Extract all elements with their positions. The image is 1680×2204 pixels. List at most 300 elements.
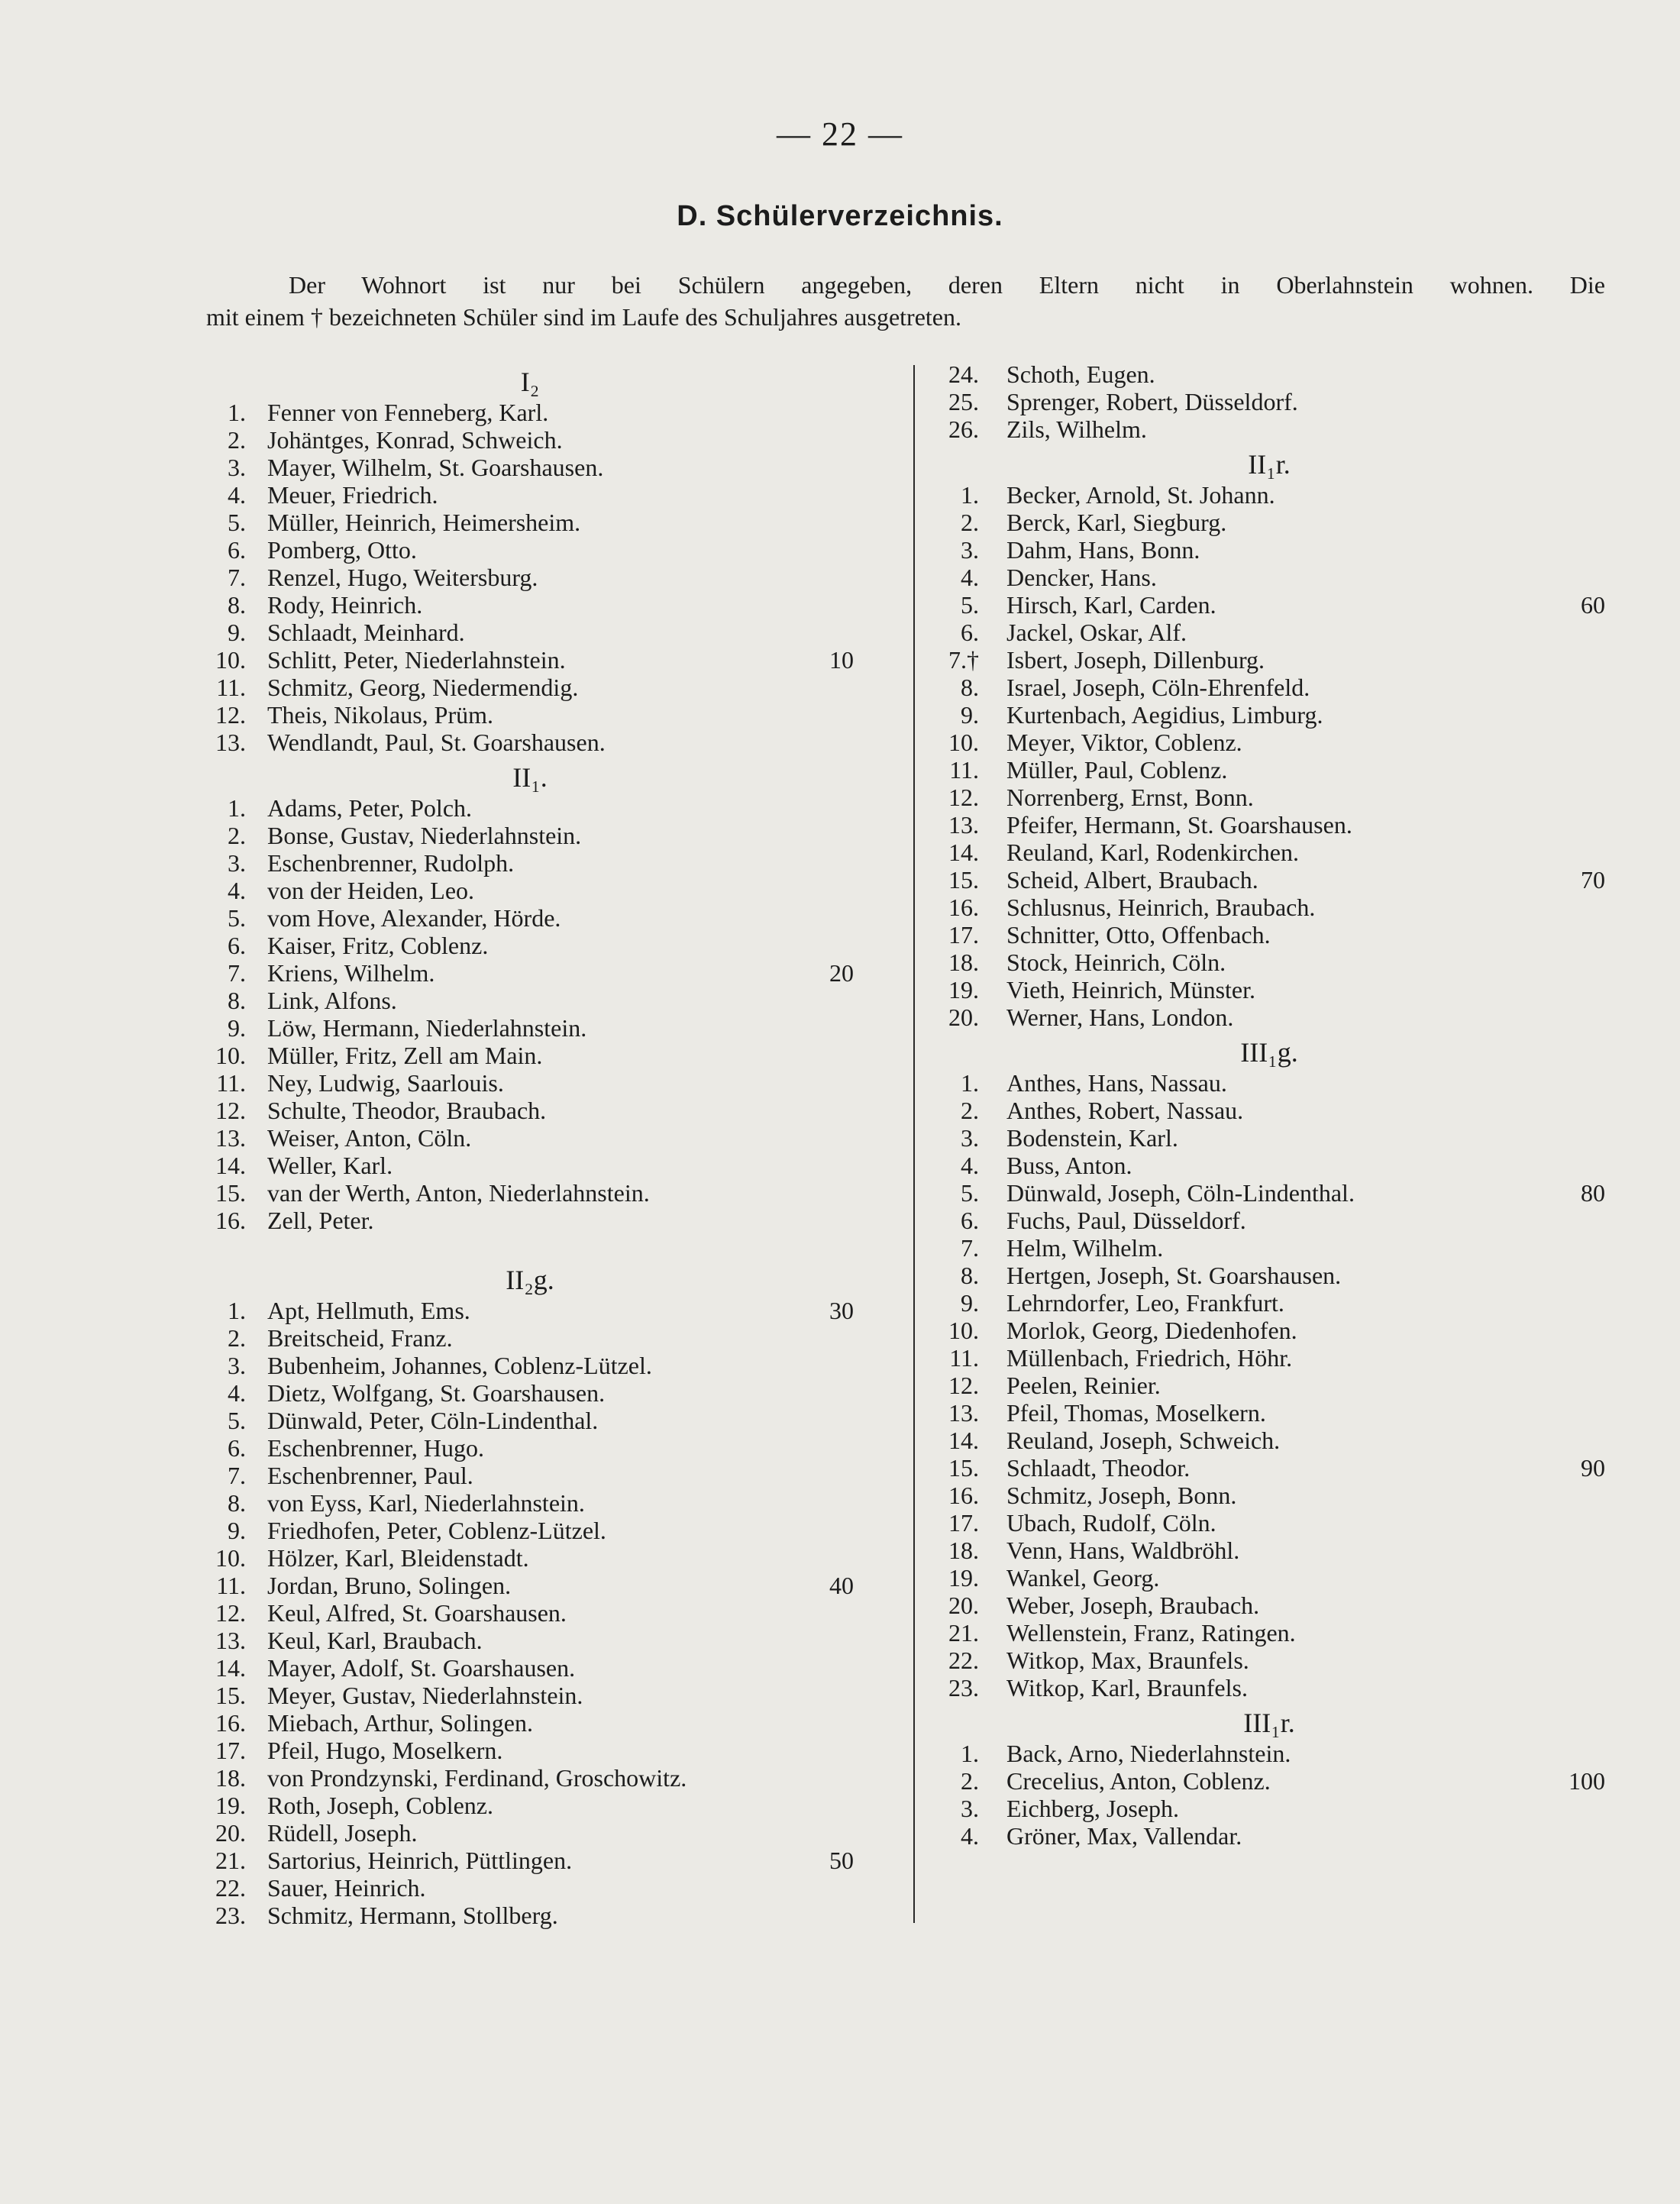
entry-number: 10. <box>215 1042 246 1069</box>
student-name: Rüdell, Joseph. <box>267 1819 418 1847</box>
student-entry <box>194 1654 866 1682</box>
entry-number: 2. <box>961 1767 979 1795</box>
student-name: Bodenstein, Karl. <box>1006 1124 1178 1152</box>
student-entry <box>933 1344 1605 1372</box>
student-name: Gröner, Max, Vallendar. <box>1006 1822 1242 1850</box>
entry-number: 9. <box>961 701 979 729</box>
entry-number: 19. <box>948 1564 979 1592</box>
student-name: Crecelius, Anton, Coblenz. <box>1006 1767 1271 1795</box>
student-name: Anthes, Hans, Nassau. <box>1006 1069 1227 1097</box>
student-entry <box>194 822 866 849</box>
student-entry <box>933 536 1605 564</box>
student-name: Stock, Heinrich, Cöln. <box>1006 948 1226 976</box>
student-entry <box>194 849 866 877</box>
student-name: Eschenbrenner, Hugo. <box>267 1434 484 1462</box>
entry-number: 7.† <box>948 646 979 674</box>
student-entry <box>933 1674 1605 1701</box>
entry-number: 16. <box>215 1709 246 1737</box>
student-entry <box>194 932 866 959</box>
student-name: Schnitter, Otto, Offenbach. <box>1006 921 1271 948</box>
entry-number: 1. <box>961 1069 979 1097</box>
student-name: Zils, Wilhelm. <box>1006 415 1147 443</box>
student-entry <box>194 1207 866 1234</box>
entry-number: 14. <box>215 1152 246 1179</box>
student-name: Vieth, Heinrich, Münster. <box>1006 976 1256 1003</box>
student-name: Hirsch, Karl, Carden. <box>1006 591 1216 619</box>
entry-number: 10. <box>215 646 246 674</box>
student-name: van der Werth, Anton, Niederlahnstein. <box>267 1179 650 1207</box>
student-entry <box>194 1379 866 1407</box>
intro-line-1: Der Wohnort ist nur bei Schülern angegeben, deren Eltern nicht in Oberlahnstein wohnen. Die <box>289 271 1605 299</box>
entry-number: 4. <box>961 1822 979 1850</box>
entry-number: 13. <box>948 811 979 839</box>
student-name: Dencker, Hans. <box>1006 564 1157 591</box>
student-name: Müller, Heinrich, Heimersheim. <box>267 509 581 536</box>
entry-number: 24. <box>948 360 979 388</box>
entry-number: 2. <box>961 509 979 536</box>
entry-number: 14. <box>948 1427 979 1454</box>
student-entry <box>194 1847 866 1874</box>
student-name: Reuland, Karl, Rodenkirchen. <box>1006 839 1299 866</box>
entry-number: 19. <box>948 976 979 1003</box>
entry-number: 13. <box>215 1124 246 1152</box>
student-name: Müller, Fritz, Zell am Main. <box>267 1042 543 1069</box>
entry-number: 4. <box>961 1152 979 1179</box>
student-entry <box>933 1740 1605 1767</box>
entry-number: 15. <box>215 1682 246 1709</box>
group-spacer <box>194 1234 866 1259</box>
student-name: Witkop, Max, Braunfels. <box>1006 1647 1249 1674</box>
student-name: Meyer, Viktor, Coblenz. <box>1006 729 1242 756</box>
student-entry <box>933 1262 1605 1289</box>
student-entry <box>194 481 866 509</box>
student-entry <box>933 1537 1605 1564</box>
student-entry <box>933 1124 1605 1152</box>
student-entry <box>194 1014 866 1042</box>
student-entry <box>194 1792 866 1819</box>
student-entry <box>194 1069 866 1097</box>
entry-number: 18. <box>215 1764 246 1792</box>
entry-number: 22. <box>215 1874 246 1902</box>
entry-number: 5. <box>961 1179 979 1207</box>
entry-number: 18. <box>948 1537 979 1564</box>
entry-number: 4. <box>961 564 979 591</box>
entry-number: 17. <box>215 1737 246 1764</box>
entry-number: 11. <box>949 756 979 784</box>
intro-paragraph <box>206 269 1605 333</box>
student-entry <box>933 509 1605 536</box>
student-name: von Prondzynski, Ferdinand, Groschowitz. <box>267 1764 687 1792</box>
entry-number: 7. <box>228 564 246 591</box>
student-entry <box>933 646 1605 674</box>
entry-number: 12. <box>948 784 979 811</box>
student-name: Helm, Wilhelm. <box>1006 1234 1164 1262</box>
student-name: Müllenbach, Friedrich, Höhr. <box>1006 1344 1293 1372</box>
student-name: Bubenheim, Johannes, Coblenz-Lützel. <box>267 1352 652 1379</box>
student-entry <box>194 1179 866 1207</box>
student-name: Renzel, Hugo, Weitersburg. <box>267 564 538 591</box>
entry-number: 13. <box>215 729 246 756</box>
student-entry <box>933 674 1605 701</box>
entry-number: 11. <box>216 674 246 701</box>
entry-number: 10. <box>948 729 979 756</box>
student-entry <box>933 921 1605 948</box>
student-name: Venn, Hans, Waldbröhl. <box>1006 1537 1240 1564</box>
student-entry <box>194 1599 866 1627</box>
running-count-mark: 80 <box>1581 1179 1605 1207</box>
student-name: Pfeil, Hugo, Moselkern. <box>267 1737 503 1764</box>
student-entry <box>933 1822 1605 1850</box>
entry-number: 2. <box>228 1324 246 1352</box>
student-name: Jackel, Oskar, Alf. <box>1006 619 1187 646</box>
student-entry <box>933 1592 1605 1619</box>
entry-number: 11. <box>949 1344 979 1372</box>
student-name: Schoth, Eugen. <box>1006 360 1155 388</box>
entry-number: 7. <box>228 1462 246 1489</box>
student-entry <box>933 976 1605 1003</box>
student-entry <box>933 388 1605 415</box>
entry-number: 12. <box>215 1097 246 1124</box>
student-name: Rody, Heinrich. <box>267 591 423 619</box>
entry-number: 8. <box>961 1262 979 1289</box>
student-name: Theis, Nikolaus, Prüm. <box>267 701 493 729</box>
student-entry <box>933 866 1605 894</box>
entry-number: 5. <box>961 591 979 619</box>
student-name: Reuland, Joseph, Schweich. <box>1006 1427 1281 1454</box>
student-name: vom Hove, Alexander, Hörde. <box>267 904 561 932</box>
entry-number: 19. <box>215 1792 246 1819</box>
student-name: Meuer, Friedrich. <box>267 481 438 509</box>
entry-number: 16. <box>215 1207 246 1234</box>
entry-number: 6. <box>961 619 979 646</box>
student-name: Peelen, Reinier. <box>1006 1372 1161 1399</box>
student-entry <box>933 756 1605 784</box>
student-name: Schmitz, Joseph, Bonn. <box>1006 1482 1237 1509</box>
entry-number: 11. <box>216 1572 246 1599</box>
student-entry <box>933 948 1605 976</box>
running-count-mark: 40 <box>829 1572 854 1599</box>
entry-number: 6. <box>228 1434 246 1462</box>
student-entry <box>933 1795 1605 1822</box>
entry-number: 25. <box>948 388 979 415</box>
student-entry <box>933 1152 1605 1179</box>
student-entry <box>194 1709 866 1737</box>
entry-number: 14. <box>215 1654 246 1682</box>
class-heading: III₁g. <box>1240 1037 1298 1068</box>
entry-number: 3. <box>961 536 979 564</box>
entry-number: 6. <box>228 932 246 959</box>
entry-number: 17. <box>948 1509 979 1537</box>
entry-number: 23. <box>215 1902 246 1929</box>
student-entry <box>933 701 1605 729</box>
student-name: Weber, Joseph, Braubach. <box>1006 1592 1260 1619</box>
student-name: Kaiser, Fritz, Coblenz. <box>267 932 489 959</box>
student-name: Johäntges, Konrad, Schweich. <box>267 426 563 454</box>
running-count-mark: 20 <box>829 959 854 987</box>
entry-number: 3. <box>228 849 246 877</box>
student-entry <box>194 1407 866 1434</box>
student-entry <box>194 646 866 674</box>
student-name: Roth, Joseph, Coblenz. <box>267 1792 493 1819</box>
student-name: Back, Arno, Niederlahnstein. <box>1006 1740 1291 1767</box>
student-name: Zell, Peter. <box>267 1207 374 1234</box>
student-name: Berck, Karl, Siegburg. <box>1006 509 1227 536</box>
student-entry <box>194 1627 866 1654</box>
student-entry <box>933 839 1605 866</box>
student-entry <box>194 701 866 729</box>
student-entry <box>933 481 1605 509</box>
entry-number: 10. <box>215 1544 246 1572</box>
student-name: Bonse, Gustav, Niederlahnstein. <box>267 822 582 849</box>
student-name: Pfeil, Thomas, Moselkern. <box>1006 1399 1266 1427</box>
student-entry <box>194 509 866 536</box>
right-column <box>933 360 1605 1850</box>
student-entry <box>194 1297 866 1324</box>
student-entry <box>194 1544 866 1572</box>
student-name: Fenner von Fenneberg, Karl. <box>267 399 549 426</box>
student-entry <box>933 1619 1605 1647</box>
student-entry <box>933 360 1605 388</box>
student-name: Keul, Alfred, St. Goarshausen. <box>267 1599 567 1627</box>
entry-number: 22. <box>948 1647 979 1674</box>
student-entry <box>194 1324 866 1352</box>
student-entry <box>933 1234 1605 1262</box>
student-entry <box>194 674 866 701</box>
student-name: Apt, Hellmuth, Ems. <box>267 1297 470 1324</box>
entry-number: 3. <box>961 1795 979 1822</box>
student-name: Hölzer, Karl, Bleidenstadt. <box>267 1544 529 1572</box>
entry-number: 21. <box>215 1847 246 1874</box>
student-name: Breitscheid, Franz. <box>267 1324 453 1352</box>
student-name: Anthes, Robert, Nassau. <box>1006 1097 1244 1124</box>
student-name: Scheid, Albert, Braubach. <box>1006 866 1258 894</box>
student-entry <box>194 1489 866 1517</box>
entry-number: 1. <box>228 1297 246 1324</box>
student-entry <box>194 1434 866 1462</box>
class-heading: III₁r. <box>1243 1708 1295 1738</box>
student-entry <box>933 1179 1605 1207</box>
student-name: Isbert, Joseph, Dillenburg. <box>1006 646 1265 674</box>
student-name: Fuchs, Paul, Düsseldorf. <box>1006 1207 1246 1234</box>
entry-number: 13. <box>948 1399 979 1427</box>
entry-number: 12. <box>215 1599 246 1627</box>
student-entry <box>933 564 1605 591</box>
student-entry <box>933 729 1605 756</box>
student-name: Eichberg, Joseph. <box>1006 1795 1180 1822</box>
student-entry <box>194 1819 866 1847</box>
entry-number: 1. <box>228 399 246 426</box>
entry-number: 16. <box>948 1482 979 1509</box>
entry-number: 13. <box>215 1627 246 1654</box>
student-entry <box>933 1003 1605 1031</box>
entry-number: 15. <box>948 866 979 894</box>
student-name: Jordan, Bruno, Solingen. <box>267 1572 512 1599</box>
student-entry <box>194 1737 866 1764</box>
entry-number: 4. <box>228 1379 246 1407</box>
running-count-mark: 10 <box>829 646 854 674</box>
student-entry <box>933 894 1605 921</box>
student-entry <box>194 564 866 591</box>
entry-number: 15. <box>948 1454 979 1482</box>
student-name: Mayer, Adolf, St. Goarshausen. <box>267 1654 576 1682</box>
student-entry <box>194 399 866 426</box>
student-entry <box>194 1124 866 1152</box>
student-entry <box>194 729 866 756</box>
student-name: Meyer, Gustav, Niederlahnstein. <box>267 1682 583 1709</box>
student-name: Lehrndorfer, Leo, Frankfurt. <box>1006 1289 1284 1317</box>
entry-number: 10. <box>948 1317 979 1344</box>
student-entry <box>933 1097 1605 1124</box>
entry-number: 4. <box>228 877 246 904</box>
student-entry <box>194 1902 866 1929</box>
student-entry <box>194 1874 866 1902</box>
entry-number: 2. <box>228 822 246 849</box>
student-name: Pfeifer, Hermann, St. Goarshausen. <box>1006 811 1352 839</box>
student-name: Buss, Anton. <box>1006 1152 1132 1179</box>
entry-number: 7. <box>961 1234 979 1262</box>
entry-number: 2. <box>961 1097 979 1124</box>
student-entry <box>194 1152 866 1179</box>
entry-number: 17. <box>948 921 979 948</box>
student-name: Weiser, Anton, Cöln. <box>267 1124 472 1152</box>
student-entry <box>194 877 866 904</box>
student-entry <box>194 1682 866 1709</box>
entry-number: 11. <box>216 1069 246 1097</box>
running-count-mark: 90 <box>1581 1454 1605 1482</box>
student-name: Eschenbrenner, Rudolph. <box>267 849 515 877</box>
student-entry <box>933 1564 1605 1592</box>
student-entry <box>933 784 1605 811</box>
student-name: Sartorius, Heinrich, Püttlingen. <box>267 1847 573 1874</box>
student-entry <box>933 811 1605 839</box>
student-name: Dünwald, Peter, Cöln-Lindenthal. <box>267 1407 599 1434</box>
student-name: Becker, Arnold, St. Johann. <box>1006 481 1275 509</box>
student-entry <box>194 426 866 454</box>
student-entry <box>933 1647 1605 1674</box>
student-name: Ubach, Rudolf, Cöln. <box>1006 1509 1216 1537</box>
student-entry <box>194 987 866 1014</box>
student-entry <box>194 536 866 564</box>
student-name: Dietz, Wolfgang, St. Goarshausen. <box>267 1379 606 1407</box>
student-name: von der Heiden, Leo. <box>267 877 475 904</box>
entry-number: 5. <box>228 509 246 536</box>
student-entry <box>933 591 1605 619</box>
student-entry <box>194 1042 866 1069</box>
student-entry <box>194 619 866 646</box>
entry-number: 20. <box>948 1003 979 1031</box>
student-name: Schulte, Theodor, Braubach. <box>267 1097 547 1124</box>
entry-number: 5. <box>228 1407 246 1434</box>
entry-number: 9. <box>228 1517 246 1544</box>
entry-number: 26. <box>948 415 979 443</box>
entry-number: 5. <box>228 904 246 932</box>
student-entry <box>194 591 866 619</box>
student-name: Dahm, Hans, Bonn. <box>1006 536 1200 564</box>
student-name: Morlok, Georg, Diedenhofen. <box>1006 1317 1297 1344</box>
student-name: von Eyss, Karl, Niederlahnstein. <box>267 1489 585 1517</box>
class-heading: II₁. <box>512 762 548 793</box>
student-entry <box>194 1764 866 1792</box>
student-name: Wendlandt, Paul, St. Goarshausen. <box>267 729 606 756</box>
entry-number: 14. <box>948 839 979 866</box>
student-name: Sauer, Heinrich. <box>267 1874 426 1902</box>
entry-number: 2. <box>228 426 246 454</box>
running-count-mark: 70 <box>1581 866 1605 894</box>
entry-number: 1. <box>228 794 246 822</box>
student-entry <box>933 1399 1605 1427</box>
student-name: Ney, Ludwig, Saarlouis. <box>267 1069 504 1097</box>
student-name: Kurtenbach, Aegidius, Limburg. <box>1006 701 1323 729</box>
student-entry <box>194 1352 866 1379</box>
entry-number: 3. <box>961 1124 979 1152</box>
student-entry <box>933 1427 1605 1454</box>
student-name: Sprenger, Robert, Düsseldorf. <box>1006 388 1298 415</box>
entry-number: 6. <box>228 536 246 564</box>
student-name: Pomberg, Otto. <box>267 536 417 564</box>
running-count-mark: 60 <box>1581 591 1605 619</box>
entry-number: 16. <box>948 894 979 921</box>
class-heading: II₂g. <box>506 1265 554 1295</box>
entry-number: 8. <box>961 674 979 701</box>
student-entry <box>194 1462 866 1489</box>
student-name: Mayer, Wilhelm, St. Goarshausen. <box>267 454 604 481</box>
entry-number: 1. <box>961 1740 979 1767</box>
page-title: D. Schülerverzeichnis. <box>677 200 1003 232</box>
entry-number: 3. <box>228 454 246 481</box>
entry-number: 1. <box>961 481 979 509</box>
student-name: Schlaadt, Meinhard. <box>267 619 465 646</box>
entry-number: 9. <box>228 1014 246 1042</box>
student-name: Link, Alfons. <box>267 987 397 1014</box>
intro-line-2: mit einem † bezeichneten Schüler sind im Laufe des Schuljahres ausgetreten. <box>206 303 961 331</box>
student-entry <box>933 1454 1605 1482</box>
student-entry <box>194 794 866 822</box>
running-count-mark: 50 <box>829 1847 854 1874</box>
entry-number: 20. <box>215 1819 246 1847</box>
student-name: Schlusnus, Heinrich, Braubach. <box>1006 894 1316 921</box>
student-entry <box>933 1509 1605 1537</box>
running-count-mark: 100 <box>1569 1767 1605 1795</box>
entry-number: 8. <box>228 1489 246 1517</box>
entry-number: 9. <box>961 1289 979 1317</box>
student-entry <box>933 1372 1605 1399</box>
student-entry <box>933 415 1605 443</box>
entry-number: 3. <box>228 1352 246 1379</box>
student-name: Löw, Hermann, Niederlahnstein. <box>267 1014 587 1042</box>
entry-number: 8. <box>228 591 246 619</box>
student-name: Keul, Karl, Braubach. <box>267 1627 483 1654</box>
student-entry <box>194 904 866 932</box>
student-name: Schmitz, Georg, Niedermendig. <box>267 674 579 701</box>
student-entry <box>194 1572 866 1599</box>
student-name: Wellenstein, Franz, Ratingen. <box>1006 1619 1296 1647</box>
student-entry <box>933 1289 1605 1317</box>
entry-number: 8. <box>228 987 246 1014</box>
entry-number: 4. <box>228 481 246 509</box>
entry-number: 21. <box>948 1619 979 1647</box>
class-heading: II₁r. <box>1248 449 1291 480</box>
left-column <box>194 360 866 1929</box>
student-entry <box>194 1517 866 1544</box>
student-entry <box>933 1482 1605 1509</box>
class-heading: I₂ <box>520 367 540 397</box>
student-name: Wankel, Georg. <box>1006 1564 1160 1592</box>
student-name: Müller, Paul, Coblenz. <box>1006 756 1228 784</box>
entry-number: 18. <box>948 948 979 976</box>
student-name: Friedhofen, Peter, Coblenz-Lützel. <box>267 1517 606 1544</box>
student-entry <box>933 1207 1605 1234</box>
student-name: Weller, Karl. <box>267 1152 393 1179</box>
